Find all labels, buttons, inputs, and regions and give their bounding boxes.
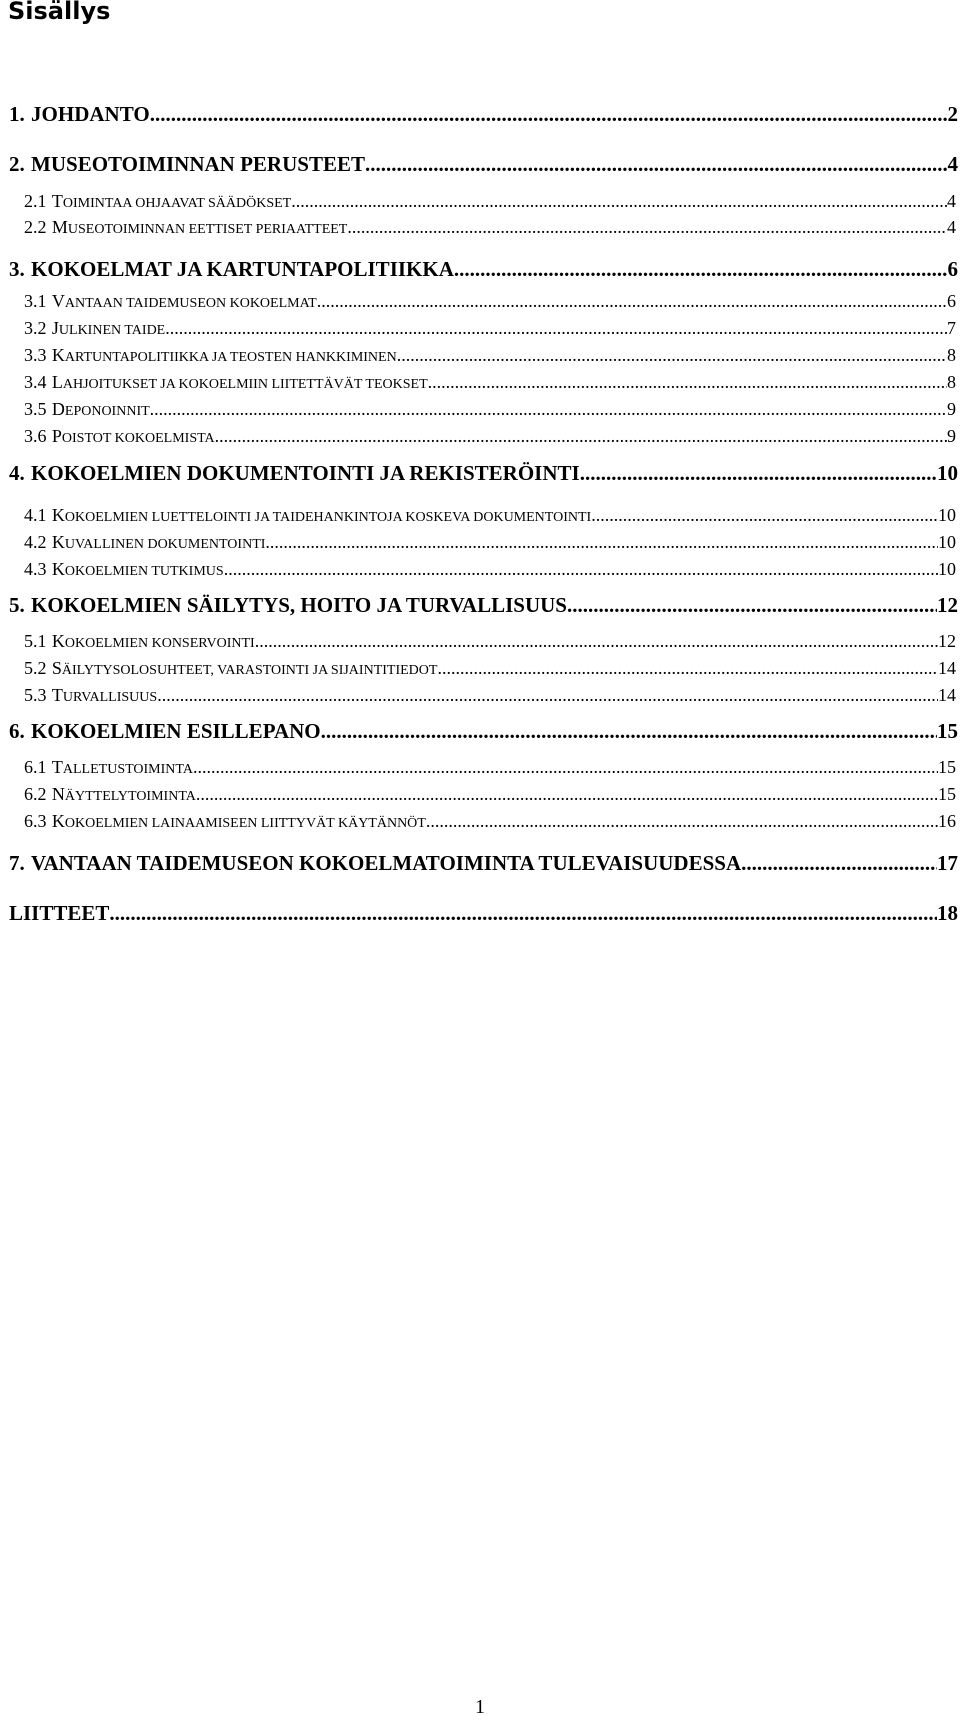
toc-entry-number: 5.2 — [24, 658, 47, 678]
toc-entry-title — [52, 631, 255, 652]
toc-dot-leader — [317, 291, 947, 312]
toc-entry[interactable] — [9, 152, 958, 177]
toc-entry-title-initial: V — [51, 291, 65, 311]
toc-entry-title-rest: ÄYTTELYTOIMINTA — [64, 789, 196, 804]
toc-entry-page: 15 — [938, 784, 956, 804]
toc-entry-title: KOKOELMIEN DOKUMENTOINTI JA REKISTERÖINTI — [31, 461, 580, 485]
toc-entry-page: 6 — [947, 257, 958, 281]
toc-entry[interactable] — [9, 719, 958, 744]
toc-entry[interactable] — [24, 372, 956, 393]
toc-entry-number: 3.5 — [24, 399, 47, 419]
toc-entry-number: 4. — [9, 461, 25, 485]
toc-entry-title-initial: J — [51, 318, 59, 338]
toc-entry-title-initial: P — [51, 426, 62, 446]
toc-entry-number: 2.2 — [24, 217, 47, 237]
toc-entry-title — [52, 217, 347, 238]
page-number: 1 — [475, 1696, 485, 1718]
toc-entry-title-initial: K — [51, 345, 65, 365]
toc-entry-title: LIITTEET — [9, 901, 110, 925]
toc-entry-title — [52, 658, 438, 679]
toc-entry-title-rest: OKOELMIEN KONSERVOINTI — [64, 636, 255, 651]
toc-entry-number: 6.3 — [24, 811, 47, 831]
toc-entry-page: 6 — [947, 291, 956, 311]
toc-dot-leader — [291, 191, 947, 212]
toc-entry[interactable] — [24, 811, 956, 832]
toc-entry-title: KOKOELMAT JA KARTUNTAPOLITIIKKA — [31, 257, 454, 281]
toc-dot-leader — [109, 901, 937, 926]
toc-dot-leader — [454, 257, 948, 282]
toc-dot-leader — [265, 532, 938, 553]
toc-entry-title — [52, 757, 193, 778]
toc-dot-leader — [215, 426, 947, 447]
toc-dot-leader — [150, 102, 948, 127]
toc-entry[interactable] — [24, 345, 956, 366]
toc-entry[interactable] — [9, 461, 958, 486]
toc-entry-title — [52, 685, 157, 706]
toc-entry-page: 10 — [938, 559, 956, 579]
toc-dot-leader — [580, 461, 937, 486]
toc-entry-title-initial: L — [51, 372, 63, 392]
toc-entry-number: 6. — [9, 719, 25, 743]
toc-dot-leader — [591, 505, 938, 526]
toc-entry-page: 14 — [938, 658, 956, 678]
toc-entry[interactable] — [24, 318, 956, 339]
toc-entry-title-rest: AHJOITUKSET JA KOKOELMIIN LIITETTÄVÄT TEOKSET — [62, 377, 428, 392]
toc-entry-number: 4.2 — [24, 532, 47, 552]
toc-entry-title — [52, 318, 165, 339]
toc-entry-title: KOKOELMIEN ESILLEPANO — [31, 719, 321, 743]
toc-dot-leader — [741, 851, 937, 876]
toc-entry[interactable] — [24, 685, 956, 706]
toc-entry-title-initial: T — [51, 685, 63, 705]
toc-entry[interactable] — [24, 658, 956, 679]
toc-entry-number: 3.3 — [24, 345, 47, 365]
toc-entry[interactable] — [24, 217, 956, 238]
toc-entry-number: 3.1 — [24, 291, 47, 311]
toc-entry[interactable] — [24, 399, 956, 420]
toc-dot-leader — [347, 217, 947, 238]
toc-entry[interactable] — [24, 559, 956, 580]
toc-entry-number: 3.4 — [24, 372, 47, 392]
toc-entry-page: 10 — [937, 461, 958, 485]
toc-entry-title-rest: EPONOINNIT — [64, 404, 150, 419]
toc-entry-page: 15 — [937, 719, 958, 743]
toc-entry-title — [52, 372, 428, 393]
toc-entry-title: KOKOELMIEN SÄILYTYS, HOITO JA TURVALLISUUS — [31, 593, 567, 617]
toc-entry-page: 9 — [947, 426, 956, 446]
toc-dot-leader — [397, 345, 947, 366]
toc-entry-number: 2. — [9, 152, 25, 176]
toc-entry-number: 3.6 — [24, 426, 47, 446]
toc-dot-leader — [426, 811, 938, 832]
toc-entry[interactable] — [9, 593, 958, 618]
toc-entry-title-initial: D — [51, 399, 65, 419]
toc-entry-number: 4.1 — [24, 505, 47, 525]
toc-entry-number: 6.1 — [24, 757, 47, 777]
toc-entry-title — [52, 559, 224, 580]
toc-entry-title-initial: K — [51, 505, 65, 525]
toc-entry-title — [52, 191, 291, 212]
toc-entry-number: 2.1 — [24, 191, 47, 211]
toc-dot-leader — [255, 631, 938, 652]
toc-entry-title-initial: N — [51, 784, 65, 804]
toc-dot-leader — [437, 658, 938, 679]
toc-dot-leader — [165, 318, 947, 339]
toc-entry-title — [52, 505, 591, 526]
toc-entry-page: 16 — [938, 811, 956, 831]
toc-dot-leader — [196, 784, 938, 805]
toc-entry-page: 14 — [938, 685, 956, 705]
toc-dot-leader — [224, 559, 938, 580]
toc-entry-number: 5. — [9, 593, 25, 617]
toc-entry-title-rest: URVALLISUUS — [62, 690, 158, 705]
toc-entry-page: 4 — [947, 191, 956, 211]
toc-entry-page: 8 — [947, 345, 956, 365]
toc-entry-title — [52, 291, 317, 312]
toc-entry-number: 5.1 — [24, 631, 47, 651]
toc-entry[interactable] — [24, 784, 956, 805]
toc-entry-title-rest: OKOELMIEN LAINAAMISEEN LIITTYVÄT KÄYTÄNNÖT — [64, 816, 426, 831]
toc-entry[interactable] — [24, 532, 956, 553]
toc-entry-page: 17 — [937, 851, 958, 875]
toc-entry-title-initial: K — [51, 811, 65, 831]
toc-entry-number: 1. — [9, 102, 25, 126]
toc-dot-leader — [567, 593, 937, 618]
toc-entry-title-rest: OKOELMIEN TUTKIMUS — [64, 564, 224, 579]
toc-entry[interactable] — [24, 631, 956, 652]
toc-entry-page: 7 — [947, 318, 956, 338]
toc-entry-page: 15 — [938, 757, 956, 777]
toc-entry-title-initial: K — [51, 532, 65, 552]
toc-entry-title-rest: USEOTOIMINNAN EETTISET PERIAATTEET — [67, 222, 348, 237]
toc-entry[interactable] — [24, 757, 956, 778]
toc-entry-title: VANTAAN TAIDEMUSEON KOKOELMATOIMINTA TULEVAISUUDESSA — [31, 851, 742, 875]
toc-entry-number: 3.2 — [24, 318, 47, 338]
toc-entry-title — [52, 345, 397, 366]
toc-entry-title — [52, 532, 266, 553]
toc-entry-title-rest: ÄILYTYSOLOSUHTEET, VARASTOINTI JA SIJAINTITIEDOT — [61, 663, 438, 678]
toc-entry-title — [52, 399, 150, 420]
toc-entry-title — [52, 784, 196, 805]
toc-entry-title: JOHDANTO — [31, 102, 150, 126]
toc-entry[interactable] — [24, 505, 956, 526]
toc-entry-number: 7. — [9, 851, 25, 875]
toc-dot-leader — [193, 757, 938, 778]
toc-entry-page: 8 — [947, 372, 956, 392]
toc-entry-title — [52, 426, 215, 447]
toc-entry-number: 4.3 — [24, 559, 47, 579]
toc-entry-title-initial: T — [51, 757, 63, 777]
toc-dot-leader — [428, 372, 947, 393]
toc-entry-title: MUSEOTOIMINNAN PERUSTEET — [31, 152, 365, 176]
toc-entry-page: 2 — [947, 102, 958, 126]
toc-entry-title-rest: ARTUNTAPOLITIIKKA JA TEOSTEN HANKKIMINEN — [64, 350, 397, 365]
toc-entry-title-rest: OISTOT KOKOELMISTA — [61, 431, 215, 446]
toc-entry[interactable] — [9, 102, 958, 127]
toc-entry-title-rest: ALLETUSTOIMINTA — [62, 762, 193, 777]
toc-dot-leader — [365, 152, 948, 177]
toc-entry-page: 12 — [938, 631, 956, 651]
toc-entry-title-initial: K — [51, 559, 65, 579]
toc-entry-title-initial: S — [51, 658, 62, 678]
toc-entry-page: 4 — [947, 152, 958, 176]
toc-entry-page: 9 — [947, 399, 956, 419]
toc-entry[interactable] — [24, 191, 956, 212]
toc-entry[interactable] — [9, 901, 958, 926]
toc-entry-title-rest: UVALLINEN DOKUMENTOINTI — [64, 537, 266, 552]
toc-entry-title-initial: K — [51, 631, 65, 651]
page-title: Sisällys — [8, 0, 111, 25]
toc-entry-page: 4 — [947, 217, 956, 237]
toc-entry-title-rest: OIMINTAA OHJAAVAT SÄÄDÖKSET — [62, 196, 292, 211]
toc-entry[interactable] — [9, 851, 958, 876]
toc-entry-title-rest: ULKINEN TAIDE — [58, 323, 166, 338]
toc-entry[interactable] — [24, 426, 956, 447]
toc-entry-title-rest: OKOELMIEN LUETTELOINTI JA TAIDEHANKINTOJA KOSKEVA DOKUMENTOINTI — [64, 510, 592, 525]
toc-dot-leader — [150, 399, 947, 420]
toc-entry[interactable] — [24, 291, 956, 312]
toc-entry-number: 5.3 — [24, 685, 47, 705]
toc-dot-leader — [157, 685, 938, 706]
toc-entry[interactable] — [9, 257, 958, 282]
toc-entry-title-initial: T — [51, 191, 63, 211]
toc-entry-number: 6.2 — [24, 784, 47, 804]
toc-entry-page: 18 — [937, 901, 958, 925]
toc-entry-number: 3. — [9, 257, 25, 281]
toc-dot-leader — [321, 719, 937, 744]
toc-entry-title-initial: M — [51, 217, 68, 237]
toc-entry-title-rest: ANTAAN TAIDEMUSEON KOKOELMAT — [64, 296, 317, 311]
toc-entry-page: 12 — [937, 593, 958, 617]
toc-entry-title — [52, 811, 426, 832]
toc-entry-page: 10 — [938, 505, 956, 525]
toc-entry-page: 10 — [938, 532, 956, 552]
